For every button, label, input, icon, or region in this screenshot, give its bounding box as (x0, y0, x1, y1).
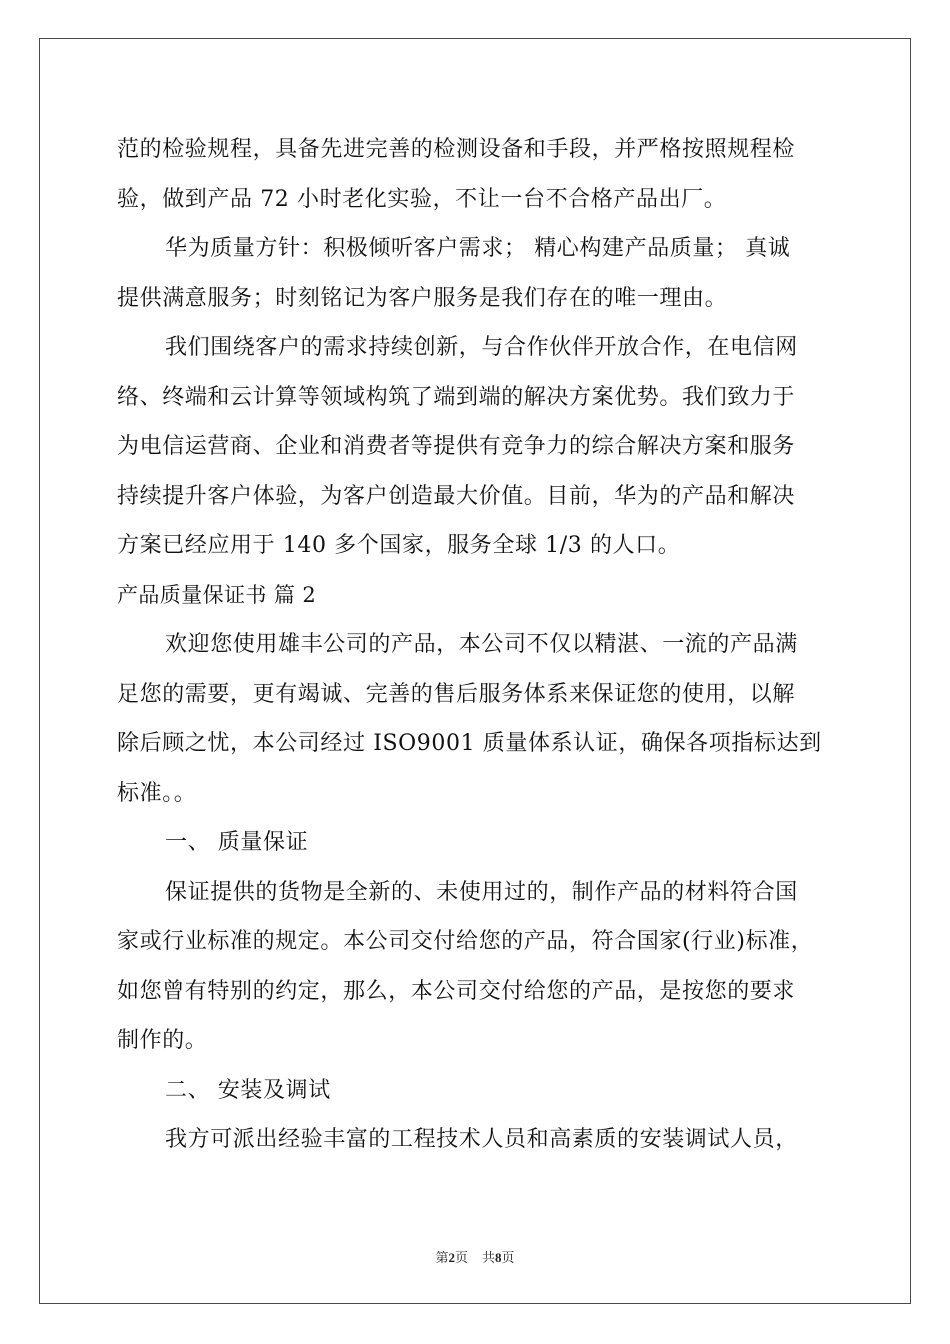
text-line: 范的检验规程，具备先进完善的检测设备和手段，并严格按照规程检 (117, 137, 796, 162)
text-line: 二、 安装及调试 (165, 1077, 331, 1103)
text-line: 方案已经应用于 140 多个国家，服务全球 1/3 的人口。 (117, 533, 681, 558)
text-line: 欢迎您使用雄丰公司的产品，本公司不仅以精湛、一流的产品满 (165, 632, 798, 657)
page-footer (0, 1247, 950, 1266)
text-line: 标准。。 (117, 780, 197, 806)
text-line: 如您曾有特别的约定，那么，本公司交付给您的产品，是按您的要求 (117, 978, 796, 1004)
text-line: 保证提供的货物是全新的、未使用过的，制作产品的材料符合国 (165, 879, 798, 905)
text-line: 华为质量方针：积极倾听客户需求； 精心构建产品质量； 真诚 (165, 236, 791, 261)
text-line: 提供满意服务；时刻铭记为客户服务是我们存在的唯一理由。 (117, 285, 728, 311)
footer-total-pages: 8 (495, 1250, 502, 1265)
section-heading: 产品质量保证书 篇 2 (117, 582, 317, 607)
text-line: 我方可派出经验丰富的工程技术人员和高素质的安装调试人员， (165, 1127, 798, 1152)
footer-total-unit: 页 (501, 1250, 515, 1265)
text-line: 制作的。 (117, 1028, 208, 1053)
text-line: 足您的需要，更有竭诚、完善的售后服务体系来保证您的使用，以解 (117, 681, 796, 707)
text-line: 我们围绕客户的需求持续创新，与合作伙伴开放合作，在电信网 (165, 335, 798, 360)
text-line: 为电信运营商、企业和消费者等提供有竞争力的综合解决方案和服务 (117, 434, 796, 459)
footer-current-page: 2 (448, 1250, 455, 1265)
text-line: 络、终端和云计算等领域构筑了端到端的解决方案优势。我们致力于 (117, 384, 796, 410)
text-line: 除后顾之忧，本公司经过 ISO9001 质量体系认证，确保各项指标达到 (117, 731, 822, 756)
footer-total-prefix: 共 (482, 1250, 496, 1265)
document-body (117, 125, 837, 1165)
footer-prefix: 第 (435, 1250, 449, 1265)
text-line: 验，做到产品 72 小时老化实验，不让一台不合格产品出厂。 (117, 186, 727, 212)
text-line: 一、 质量保证 (165, 830, 309, 855)
text-line: 持续提升客户体验，为客户创造最大价值。目前，华为的产品和解决 (117, 483, 796, 509)
text-line: 家或行业标准的规定。本公司交付给您的产品，符合国家(行业)标准， (117, 929, 814, 954)
footer-page-unit: 页 (454, 1250, 468, 1265)
